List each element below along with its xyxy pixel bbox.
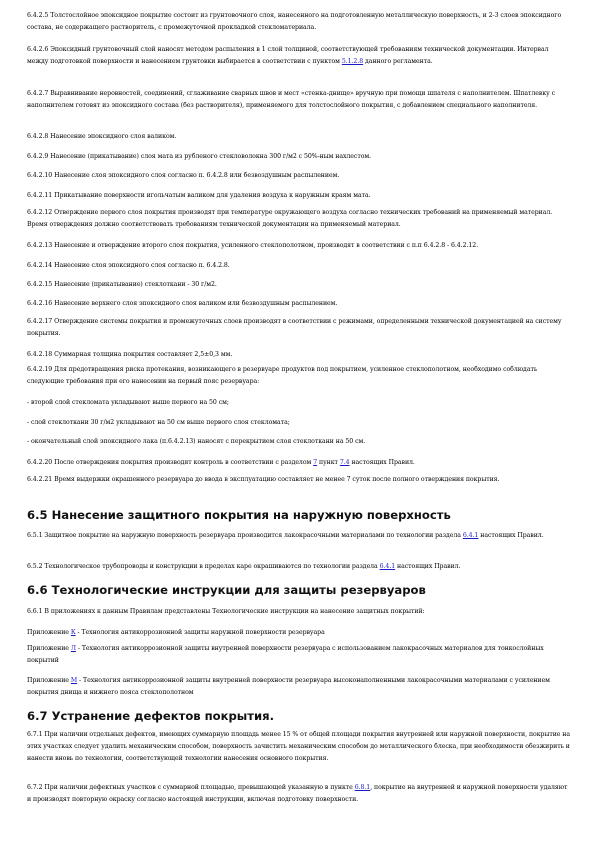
paragraph-text: настоящих Правил. [395, 563, 461, 570]
paragraph-text: настоящих Правил. [478, 532, 544, 539]
paragraph-text: 6.5.2 Технологическое трубопроводы и конструкции в пределах каре окрашиваются по технологии раздела [27, 563, 380, 570]
paragraph-text: 6.7.2 При наличии дефектных участков с суммарной площадью, превышающей указанную в пункте [27, 784, 355, 791]
paragraph-6-5-1 [27, 530, 570, 542]
paragraph-6-4-2-11: 6.4.2.11 Прикатывание поверхности игольчатым валиком для удаления воздуха к наружным краям мата. [27, 192, 371, 199]
paragraph-text: 6.5.1 Защитное покрытие на наружную поверхность резервуара производится лакокрасочными материалами по технологии раздела [27, 532, 463, 539]
paragraph-6-7-1: 6.7.1 При наличии отдельных дефектов, имеющих суммарную площадь менее 15 % от общей площади покрытия внутренней или наружной поверхности, покрытие на этих участках следует удалить механическим способом, поверхность зачистить механическим способом до металлического блеска, при необходимости обезжирить и нанести вновь по технологии, соответствующей технологии нанесения основного покрытия. [27, 731, 571, 762]
link-6-4-1[interactable]: 6.4.1 [462, 532, 479, 539]
appendix-item-m [27, 675, 570, 699]
paragraph-text: - Технология антикоррозионной защиты внутренней поверхности резервуара высоконаполненными лакокрасочными материалами с усилением покрытия днища и нижнего пояса стеклополотном [27, 677, 550, 696]
paragraph-text: , покрытие на внутренней и наружной поверхности удаляют и производят повторную окраску согласно настоящей инструкции, включая подготовку поверхности. [27, 784, 568, 803]
paragraph-text: - Технология антикоррозионной защиты наружной поверхности резервуара [75, 629, 325, 636]
link-7-4[interactable]: 7.4 [339, 459, 350, 466]
paragraph-6-4-2-16: 6.4.2.16 Нанесение верхнего слоя эпоксидного слоя валиком или безвоздушным распылением. [27, 300, 338, 307]
appendix-item-l [27, 643, 570, 667]
list-item: - окончательный слой эпоксидного лака (п.6.4.2.13) наносят с перекрытием слоя стеклоткани на 50 см. [27, 438, 366, 445]
paragraph-6-4-2-15: 6.4.2.15 Нанесение (прикатывание) стеклоткани - 30 г/м2. [27, 281, 217, 288]
paragraph-text: Приложение [27, 677, 71, 684]
paragraph-6-4-2-6 [27, 44, 570, 68]
paragraph-6-4-2-7: 6.4.2.7 Выравнивание неровностей, соединений, сглаживание сварных швов и мест «стенка-днище» вручную при помощи шпателя с наполнителем. Шпатлевку с наполнителем готовят из эпоксидного состава (без растворителя), применяемого для толстослойного покрытия, с добавлением специального наполнителя. [27, 90, 556, 109]
paragraph-text: пункт [317, 459, 340, 466]
link-5-1-2-8[interactable]: 5.1.2.8 [341, 58, 364, 65]
link-6-8-1[interactable]: 6.8.1 [354, 784, 371, 791]
paragraph-6-5-2 [27, 562, 570, 571]
paragraph-6-4-2-9: 6.4.2.9 Нанесение (прикатывание) слоя мата из рубленого стекловолокна 300 г/м2 с 50%-ным нахлестом. [27, 153, 372, 160]
list-item: - второй слой стекломата укладывают выше первого на 50 см; [27, 399, 229, 406]
appendix-item-k [27, 628, 570, 637]
link-appendix-l[interactable]: Л [70, 645, 76, 652]
section-heading-6-7: 6.7 Устранение дефектов покрытия. [27, 709, 274, 723]
paragraph-6-4-2-17: 6.4.2.17 Отверждение системы покрытия и промежуточных слоев производят в соответствии с режимами, определенными технической документацией на систему покрытия. [27, 318, 562, 337]
paragraph-text: 6.4.2.6 Эпоксидный грунтовочный слой наносят методом распыления в 1 слой толщиной, соответствующей требованиям технической документации. Интервал между подготовкой поверхности и нанесением грунтовки выбирается в соответствии с пунктом [27, 46, 549, 65]
paragraph-6-7-2 [27, 782, 570, 806]
paragraph-6-6-1: 6.6.1 В приложениях к данным Правилам представлены Технологические инструкции на нанесение защитных покрытий: [27, 608, 425, 615]
paragraph-6-4-2-14: 6.4.2.14 Нанесение слоя эпоксидного слоя согласно п. 6.4.2.8. [27, 262, 230, 269]
paragraph-6-4-2-8: 6.4.2.8 Нанесение эпоксидного слоя валиком. [27, 133, 177, 140]
link-appendix-m[interactable]: М [70, 677, 78, 684]
list-item: - слой стеклоткани 30 г/м2 укладывают на 50 см выше первого слоя стекломата; [27, 419, 290, 426]
section-heading-6-6: 6.6 Технологические инструкции для защиты резервуаров [27, 583, 426, 597]
link-section-7[interactable]: 7 [313, 459, 318, 466]
paragraph-text: 6.4.2.20 После отверждения покрытия производят контроль в соответствии с разделом [27, 459, 314, 466]
paragraph-6-4-2-10: 6.4.2.10 Нанесение слоя эпоксидного слоя согласно п. 6.4.2.8 или безвоздушным распылением. [27, 172, 340, 179]
paragraph-text: Приложение [27, 645, 71, 652]
paragraph-text: настоящих Правил. [349, 459, 415, 466]
paragraph-6-4-2-5: 6.4.2.5 Толстослойное эпоксидное покрытие состоит из грунтовочного слоя, нанесенного на подготовленную металлическую поверхность, и 2-3 слоев эпоксидного состава, не содержащего растворитель, с промежуточной прокладкой стекломатериала. [27, 12, 562, 31]
section-heading-6-5: 6.5 Нанесение защитного покрытия на наружную поверхность [27, 508, 451, 522]
paragraph-text: данного регламента. [363, 58, 433, 65]
paragraph-6-4-2-21: 6.4.2.21 Время выдержки окрашенного резервуара до ввода в эксплуатацию составляет не менее 7 суток после полного отверждения покрытия. [27, 476, 500, 483]
paragraph-text: Приложение [27, 629, 71, 636]
paragraph-6-4-2-13: 6.4.2.13 Нанесение и отверждение второго слоя покрытия, усиленного стеклополотном, производят в соответствии с п.п 6.4.2.8 - 6.4.2.12. [27, 242, 479, 249]
link-6-4-1[interactable]: 6.4.1 [379, 563, 396, 570]
paragraph-text: - Технология антикоррозионной защиты внутренней поверхности резервуара с использованием лакокрасочных материалов для тонкослойных покрытий [27, 645, 544, 664]
paragraph-6-4-2-18: 6.4.2.18 Суммарная толщина покрытия составляет 2,5±0,3 мм. [27, 351, 233, 358]
link-appendix-k[interactable]: К [70, 629, 76, 636]
paragraph-6-4-2-19: 6.4.2.19 Для предотвращения риска протекания, возникающего в резервуаре продуктов под покрытием, усиленное стеклополотном, необходимо соблюдать следующие требования при его нанесении на первый пояс резервуара: [27, 366, 538, 385]
paragraph-6-4-2-20 [27, 458, 570, 467]
paragraph-6-4-2-12: 6.4.2.12 Отверждение первого слоя покрытия производят при температуре окружающего воздуха согласно технических требований на применяемый материал. Время отверждения должно соответствовать требованиям технической документации на применяемый материал. [27, 209, 553, 228]
